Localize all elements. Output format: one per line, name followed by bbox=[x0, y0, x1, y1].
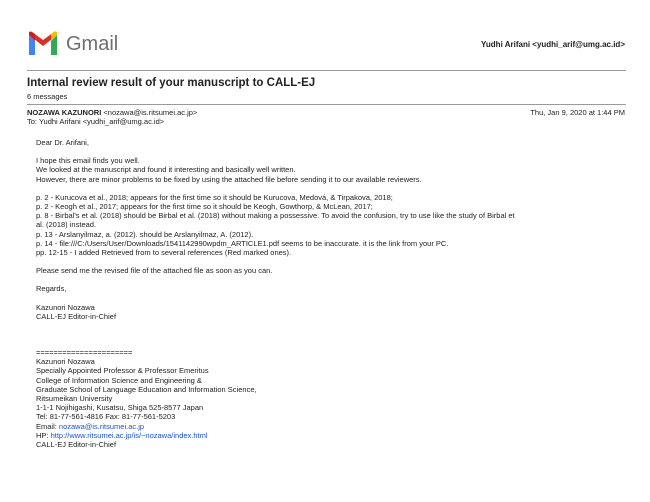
homepage-link[interactable]: http://www.ritsumei.ac.jp/is/~nozawa/index.html bbox=[50, 430, 208, 440]
signature-line: Kazunori Nozawa bbox=[36, 357, 95, 367]
signature-title: CALL-EJ Editor-in-Chief bbox=[36, 440, 117, 450]
recipient: To: Yudhi Arifani <yudhi_arif@umg.ac.id> bbox=[27, 117, 165, 126]
sender-email: <nozawa@is.ritsumei.ac.jp> bbox=[103, 108, 198, 117]
email-link[interactable]: nozawa@is.ritsumei.ac.jp bbox=[58, 421, 145, 431]
signature-line: Ritsumeikan University bbox=[36, 394, 113, 404]
signature-line: Specially Appointed Professor & Professor Emeritus bbox=[36, 366, 209, 376]
gmail-logo-icon bbox=[27, 31, 59, 57]
request-line: Please send me the revised file of the attached file as soon as you can. bbox=[36, 266, 273, 276]
message-divider bbox=[27, 104, 626, 105]
signoff-title: CALL-EJ Editor-in-Chief bbox=[36, 311, 117, 321]
thread-subject: Internal review result of your manuscript to CALL-EJ bbox=[27, 77, 316, 89]
greeting: Dear Dr. Arifani, bbox=[36, 138, 89, 147]
closing: Regards, bbox=[36, 284, 67, 294]
intro-line: However, there are minor problems to be fixed by using the attached file before sending it to our available reviewers. bbox=[36, 174, 422, 184]
review-item: p. 8 - Birbal's et al. (2018) should be Birbal et al. (2018) without making a possessive. To avoid the confusion, try to use like the study of Birbal et bbox=[36, 211, 515, 221]
review-item: p. 13 - Arslanyilmaz, a. (2012). should be Arslanyilmaz, A. (2012). bbox=[36, 229, 254, 239]
review-item: al. (2018) instead. bbox=[36, 220, 97, 230]
message-body bbox=[36, 138, 626, 449]
signature-line: Graduate School of Language Education and Information Science, bbox=[36, 384, 257, 394]
review-item: p. 14 - file:///C:/Users/User/Downloads/1541142990wpdm_ARTICLE1.pdf seems to be inaccurate. it is the link from your PC. bbox=[36, 238, 449, 248]
intro-line: We looked at the manuscript and found it interesting and basically well written. bbox=[36, 165, 296, 175]
email-label: Email: bbox=[36, 421, 59, 431]
review-item: p. 2 - Keogh et al., 2017; appears for the first time so it should be Keogh, Gowthorp, & McLean, 2017; bbox=[36, 202, 373, 212]
sender bbox=[27, 108, 197, 117]
review-item: p. 2 - Kurucova et al., 2018; appears for the first time so it should be Kurucova, Medová, & Tirpakova, 2018; bbox=[36, 192, 393, 202]
intro-line: I hope this email finds you well. bbox=[36, 156, 140, 166]
signoff-name: Kazunori Nozawa bbox=[36, 302, 95, 312]
gmail-wordmark: Gmail bbox=[66, 33, 119, 55]
signature-line: 1-1-1 Nojihigashi, Kusatsu, Shiga 525-8577 Japan bbox=[36, 403, 204, 413]
signature-email-line bbox=[36, 422, 626, 431]
sender-name: NOZAWA KAZUNORI bbox=[27, 108, 102, 117]
message-count: 6 messages bbox=[27, 92, 68, 101]
gmail-header bbox=[27, 31, 627, 65]
signature-line: Tel: 81-77-561-4816 Fax: 81-77-561-5203 bbox=[36, 412, 176, 422]
message-date: Thu, Jan 9, 2020 at 1:44 PM bbox=[530, 108, 625, 117]
hp-label: HP: bbox=[36, 430, 51, 440]
header-divider bbox=[27, 70, 626, 71]
signature-line: College of Information Science and Engineering & bbox=[36, 375, 202, 385]
signature-divider: ====================== bbox=[36, 348, 133, 358]
signature-hp-line bbox=[36, 431, 626, 440]
review-item: pp. 12-15 - I added Retrieved from to several references (Red marked ones). bbox=[36, 248, 292, 258]
account-label: Yudhi Arifani <yudhi_arif@umg.ac.id> bbox=[481, 40, 625, 49]
